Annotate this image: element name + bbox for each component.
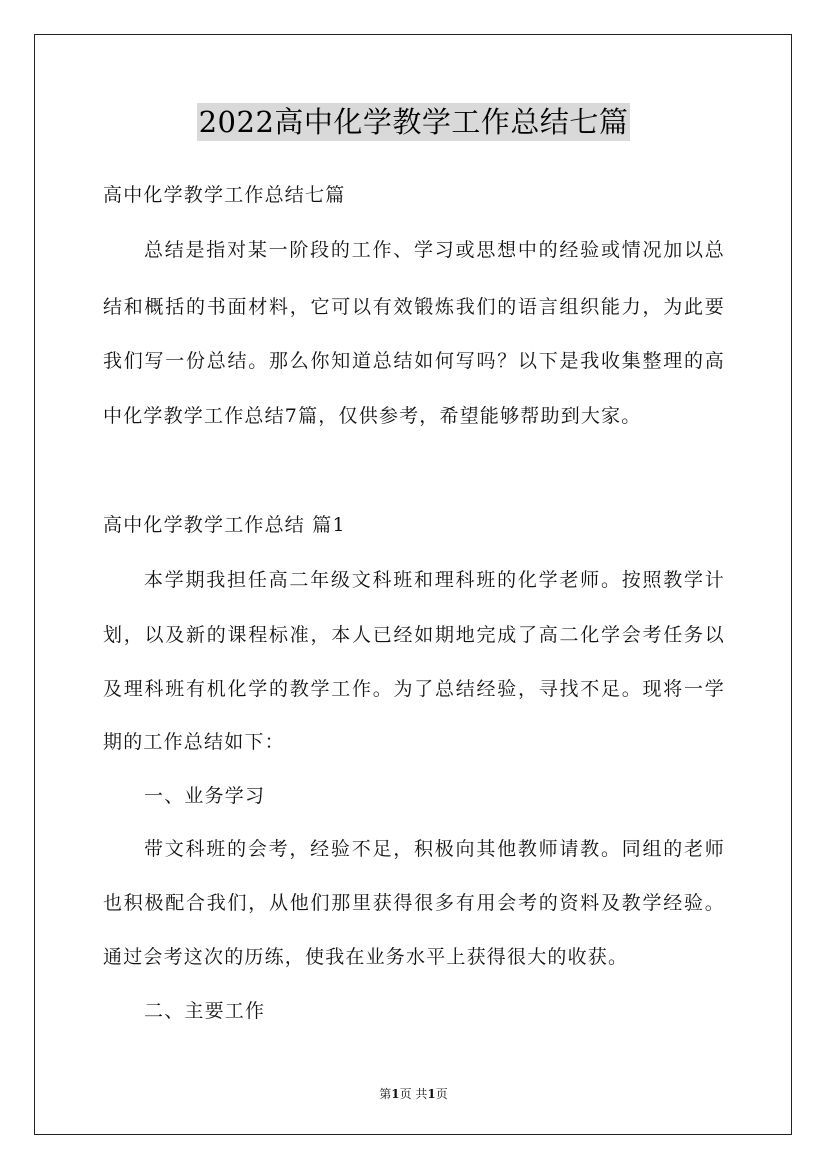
page-footer [0,1085,827,1102]
para1-line-4: 期的工作总结如下： [103,731,285,753]
para2-line-1: 带文科班的会考，经验不足，积极向其他教师请教。同组的老师 [144,838,725,860]
item-heading-1: 一、业务学习 [144,785,266,807]
footer-page-suffix: 页 [435,1087,448,1101]
intro-line-2: 结和概括的书面材料，它可以有效锻炼我们的语言组织能力，为此要 [103,296,725,318]
section-heading: 高中化学教学工作总结 篇1 [103,514,346,536]
document-title: 2022高中化学教学工作总结七篇 [198,105,629,139]
intro-line-1: 总结是指对某一阶段的工作、学习或思想中的经验或情况加以总 [144,239,725,261]
document-subtitle: 高中化学教学工作总结七篇 [103,184,346,206]
title-container [0,103,827,141]
para2-line-2: 也积极配合我们，从他们那里获得很多有用会考的资料及教学经验。 [103,892,725,914]
para2-line-3: 通过会考这次的历练，使我在业务水平上获得很大的收获。 [103,946,629,968]
footer-page-mid: 页 共 [399,1087,428,1101]
para1-line-1: 本学期我担任高二年级文科班和理科班的化学老师。按照教学计 [144,569,725,591]
intro-line-3: 我们写一份总结。那么你知道总结如何写吗？以下是我收集整理的高 [103,350,725,372]
para1-line-3: 及理科班有机化学的教学工作。为了总结经验，寻找不足。现将一学 [103,678,725,700]
footer-page-number: 1 [391,1087,400,1101]
intro-line-4: 中化学教学工作总结7篇，仅供参考，希望能够帮助到大家。 [103,405,642,427]
footer-page-prefix: 第 [379,1087,392,1101]
item-heading-2: 二、主要工作 [144,1000,266,1022]
footer-page-total: 1 [427,1087,436,1101]
para1-line-2: 划，以及新的课程标准，本人已经如期地完成了高二化学会考任务以 [103,624,725,646]
